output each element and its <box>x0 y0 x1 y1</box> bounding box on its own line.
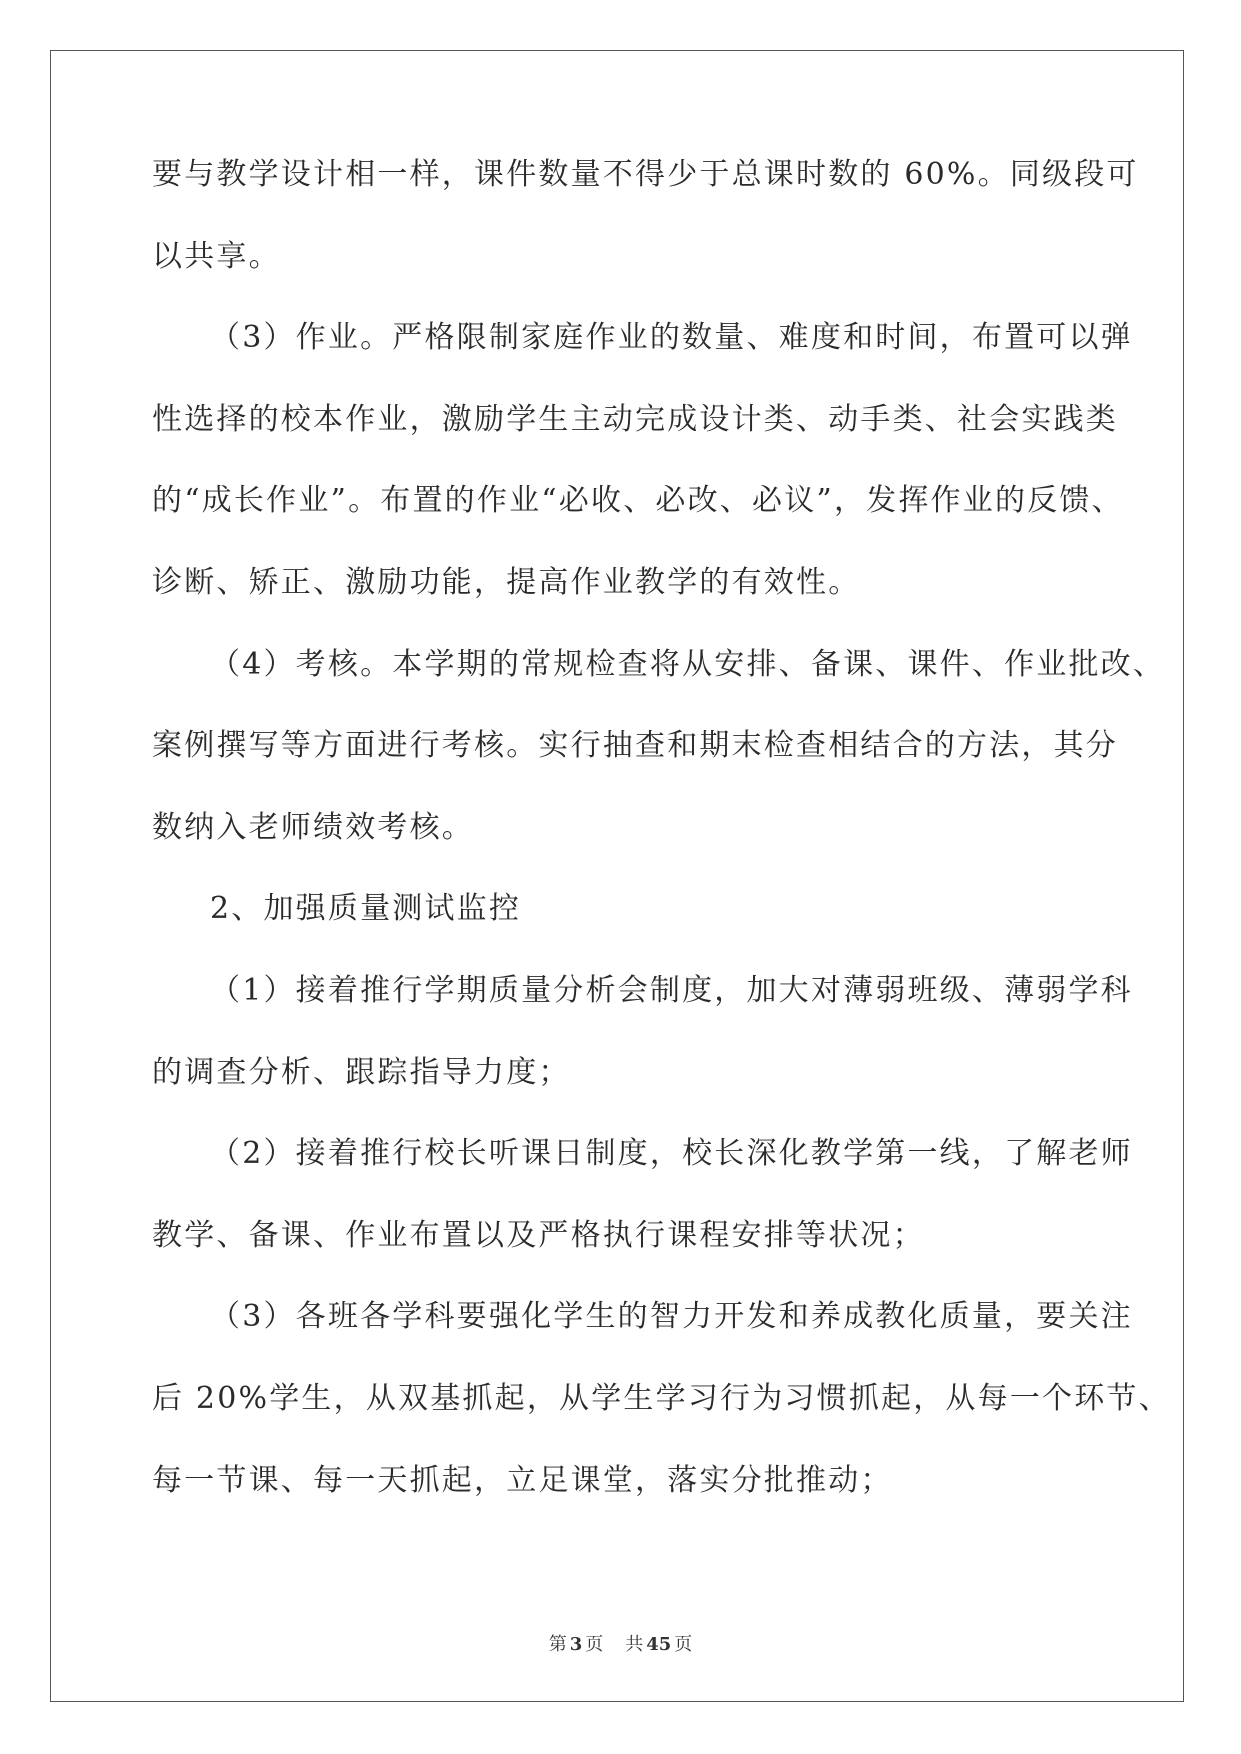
paragraph-start: （3）各班各学科要强化学生的智力开发和养成教化质量，要关注 <box>210 1299 1133 1335</box>
total-suffix: 页 <box>674 1634 693 1655</box>
text-line: 每一节课、每一天抓起，立足课堂，落实分批推动； <box>152 1462 893 1498</box>
text-line: 后 20%学生，从双基抓起，从学生学习行为习惯抓起，从每一个环节、 <box>152 1380 1171 1416</box>
text-line: 以共享。 <box>152 238 281 274</box>
paragraph-start: （1）接着推行学期质量分析会制度，加大对薄弱班级、薄弱学科 <box>210 972 1133 1008</box>
text-line: 的“成长作业”。布置的作业“必收、必改、必议”，发挥作业的反馈、 <box>152 483 1124 519</box>
page-number: 3 <box>569 1634 583 1655</box>
page-suffix: 页 <box>585 1634 604 1655</box>
total-prefix: 共 <box>625 1634 644 1655</box>
text-line: 性选择的校本作业，激励学生主动完成设计类、动手类、社会实践类 <box>152 401 1118 437</box>
page-footer <box>0 1630 1241 1656</box>
page-total: 45 <box>646 1634 672 1655</box>
text-line: 的调查分析、跟踪指导力度； <box>152 1054 571 1090</box>
paragraph-start: （4）考核。本学期的常规检查将从安排、备课、课件、作业批改、 <box>210 646 1166 682</box>
text-line: 教学、备课、作业布置以及严格执行课程安排等状况； <box>152 1217 925 1253</box>
text-line: 要与教学设计相一样，课件数量不得少于总课时数的 60%。同级段可 <box>152 157 1139 192</box>
section-heading: 2、加强质量测试监控 <box>210 891 522 927</box>
text-line: 案例撰写等方面进行考核。实行抽查和期末检查相结合的方法，其分 <box>152 728 1118 764</box>
document-body <box>152 157 1171 1545</box>
page-prefix: 第 <box>548 1634 567 1655</box>
paragraph-start: （2）接着推行校长听课日制度，校长深化教学第一线，了解老师 <box>210 1136 1133 1172</box>
text-line: 数纳入老师绩效考核。 <box>152 809 474 845</box>
text-line: 诊断、矫正、激励功能，提高作业教学的有效性。 <box>152 564 861 600</box>
paragraph-start: （3）作业。严格限制家庭作业的数量、难度和时间，布置可以弹 <box>210 320 1133 356</box>
